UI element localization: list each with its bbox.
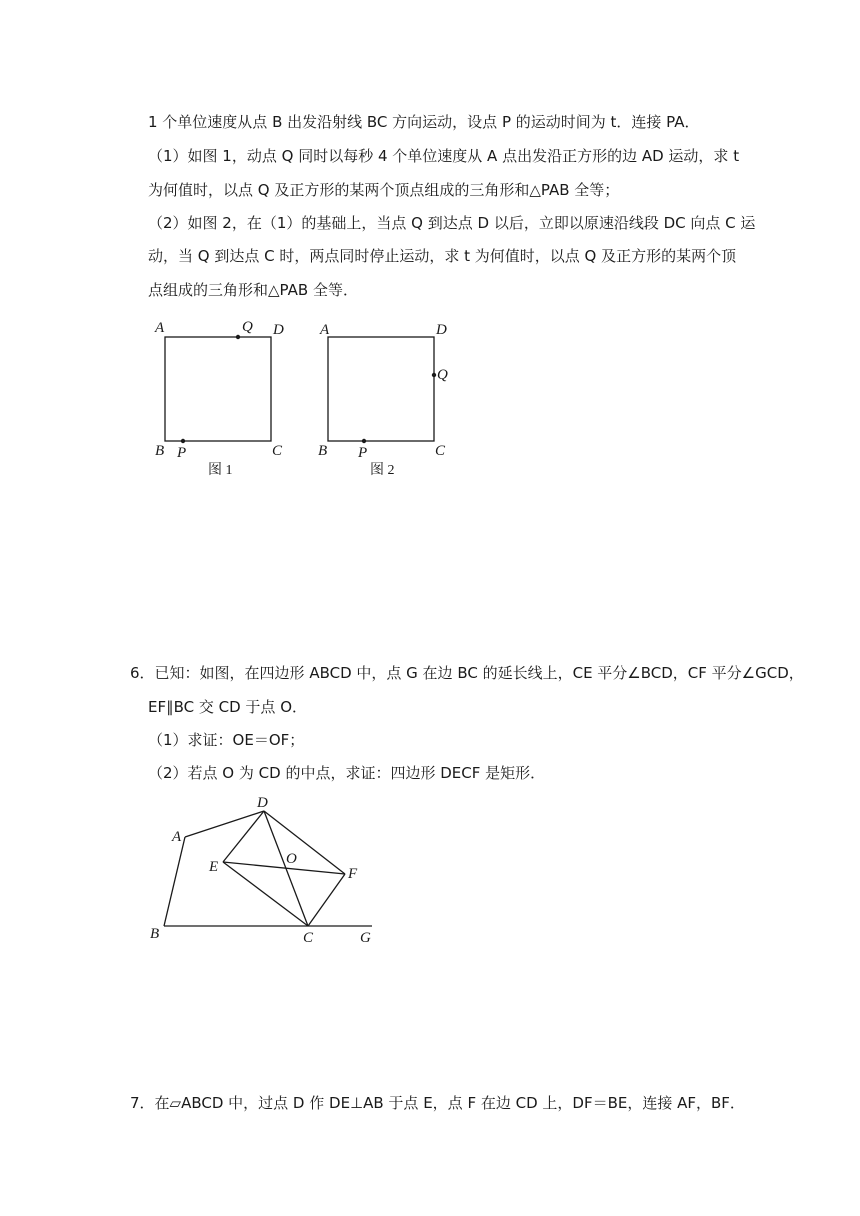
- segment-de: [223, 811, 264, 862]
- label-q: Q: [437, 367, 448, 383]
- label-a: A: [172, 829, 182, 845]
- label-d: D: [273, 322, 284, 338]
- point-p-dot: [181, 439, 185, 443]
- problem-6-statement-line-1: 6．已知：如图，在四边形 ABCD 中，点 G 在边 BC 的延长线上，CE 平分∠BCD，CF 平分∠GCD，: [130, 664, 804, 682]
- point-q-dot: [236, 335, 240, 339]
- point-p-dot: [362, 439, 366, 443]
- label-d: D: [436, 322, 447, 338]
- label-q: Q: [242, 319, 253, 335]
- quadrilateral-figure: [140, 790, 390, 950]
- label-g: G: [360, 930, 371, 946]
- label-c: C: [272, 443, 283, 459]
- figure-2-caption: 图 2: [370, 463, 395, 478]
- label-p: P: [358, 445, 368, 461]
- figure-1: [150, 315, 290, 480]
- problem-6-statement-line-2: EF∥BC 交 CD 于点 O．: [148, 698, 308, 716]
- label-e: E: [209, 859, 219, 875]
- problem-5-line-1: 1 个单位速度从点 B 出发沿射线 BC 方向运动，设点 P 的运动时间为 t．连接 PA．: [148, 113, 700, 131]
- label-a: A: [320, 322, 330, 338]
- point-q-dot: [432, 373, 436, 377]
- problem-5-part-2-line-2: 动，当 Q 到达点 C 时，两点同时停止运动，求 t 为何值时，以点 Q 及正方形的某两个顶: [148, 247, 737, 265]
- figure-1-caption: 图 1: [208, 463, 233, 478]
- label-o: O: [286, 851, 297, 867]
- figure-2: [313, 315, 463, 480]
- label-p: P: [177, 445, 187, 461]
- problem-5-part-2-line-1: （2）如图 2，在（1）的基础上，当点 Q 到达点 D 以后，立即以原速沿线段 DC 向点 C 运: [148, 214, 756, 232]
- label-f: F: [348, 866, 358, 882]
- segment-fc: [308, 874, 345, 926]
- problem-5-part-1-line-2: 为何值时，以点 Q 及正方形的某两个顶点组成的三角形和△PAB 全等；: [148, 181, 620, 199]
- problem-5-part-1-line-1: （1）如图 1，动点 Q 同时以每秒 4 个单位速度从 A 点出发沿正方形的边 AD 运动，求 t: [148, 147, 740, 165]
- square-abcd: [165, 337, 271, 441]
- problem-5-part-2-line-3: 点组成的三角形和△PAB 全等．: [148, 281, 358, 299]
- segment-ab: [164, 837, 185, 926]
- problem-7-statement: 7．在▱ABCD 中，过点 D 作 DE⊥AB 于点 E，点 F 在边 CD 上，DF＝BE，连接 AF，BF．: [130, 1094, 745, 1112]
- segment-ad: [185, 811, 264, 837]
- label-b: B: [155, 443, 165, 459]
- label-c: C: [303, 930, 314, 946]
- label-c: C: [435, 443, 446, 459]
- square-abcd: [328, 337, 434, 441]
- problem-6-part-2: （2）若点 O 为 CD 的中点，求证：四边形 DECF 是矩形．: [148, 764, 546, 782]
- label-b: B: [318, 443, 328, 459]
- label-a: A: [155, 320, 165, 336]
- label-d: D: [257, 795, 268, 811]
- label-b: B: [150, 926, 160, 942]
- problem-6-part-1: （1）求证：OE＝OF；: [148, 731, 305, 749]
